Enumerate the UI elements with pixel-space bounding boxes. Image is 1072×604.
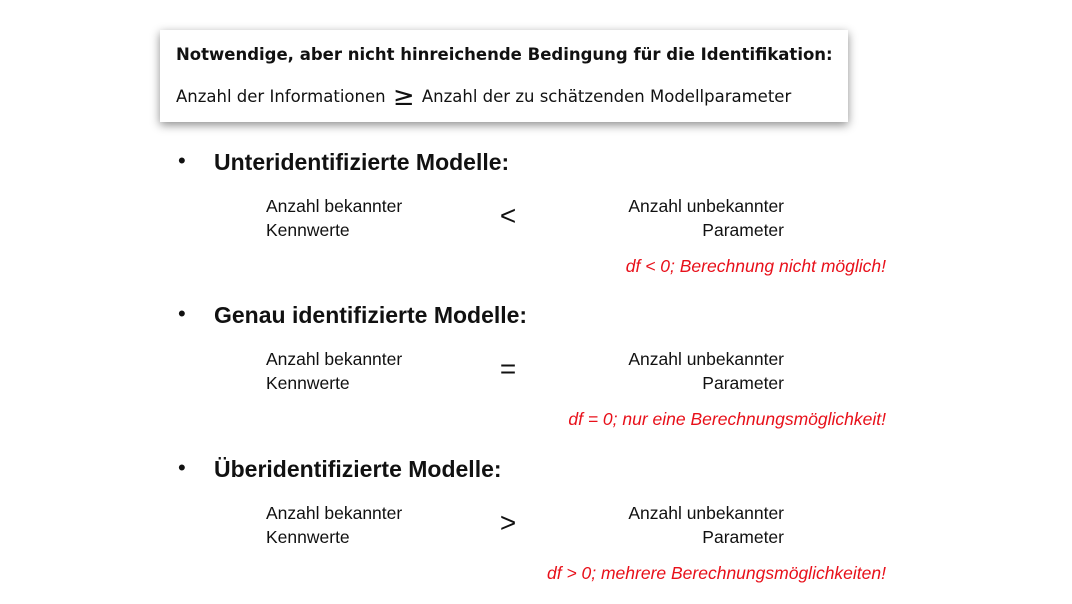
right-term-line2: Parameter <box>702 373 784 393</box>
df-note: df < 0; Berechnung nicht möglich! <box>625 256 886 276</box>
bullet-icon: • <box>178 148 186 173</box>
section-heading: Überidentifizierte Modelle: <box>214 456 502 482</box>
df-note: df > 0; mehrere Berechnungsmöglichkeiten! <box>546 563 886 583</box>
left-term <box>266 347 402 395</box>
right-term-line1: Anzahl unbekannter <box>628 196 784 216</box>
right-term <box>628 501 784 549</box>
bullet-icon: • <box>178 455 186 480</box>
right-term-line2: Parameter <box>702 220 784 240</box>
right-term <box>628 347 784 395</box>
left-term-line1: Anzahl bekannter <box>266 196 403 216</box>
rule-left-text: Anzahl der Informationen <box>176 87 386 106</box>
bullet-icon: • <box>178 301 186 326</box>
right-term-line1: Anzahl unbekannter <box>628 349 784 369</box>
right-term <box>628 194 784 242</box>
section-heading: Unteridentifizierte Modelle: <box>214 149 510 175</box>
left-term <box>266 501 402 549</box>
greater-than-operator: > <box>499 507 517 538</box>
right-term-line1: Anzahl unbekannter <box>628 503 784 523</box>
less-than-operator: < <box>499 200 517 231</box>
section-heading: Genau identifizierte Modelle: <box>214 302 528 328</box>
right-term-line2: Parameter <box>702 527 784 547</box>
condition-rule <box>176 82 791 112</box>
df-note: df = 0; nur eine Berechnungsmöglichkeit! <box>568 409 886 429</box>
equals-operator: = <box>499 353 517 384</box>
left-term-line1: Anzahl bekannter <box>266 503 403 523</box>
condition-title: Notwendige, aber nicht hinreichende Bedingung für die Identifikation: <box>176 45 833 64</box>
greater-equal-symbol: ≥ <box>392 82 415 112</box>
left-term <box>266 194 402 242</box>
left-term-line2: Kennwerte <box>266 373 350 393</box>
left-term-line2: Kennwerte <box>266 220 350 240</box>
left-term-line2: Kennwerte <box>266 527 350 547</box>
condition-box <box>160 30 848 122</box>
rule-right-text: Anzahl der zu schätzenden Modellparameter <box>421 87 792 106</box>
left-term-line1: Anzahl bekannter <box>266 349 403 369</box>
